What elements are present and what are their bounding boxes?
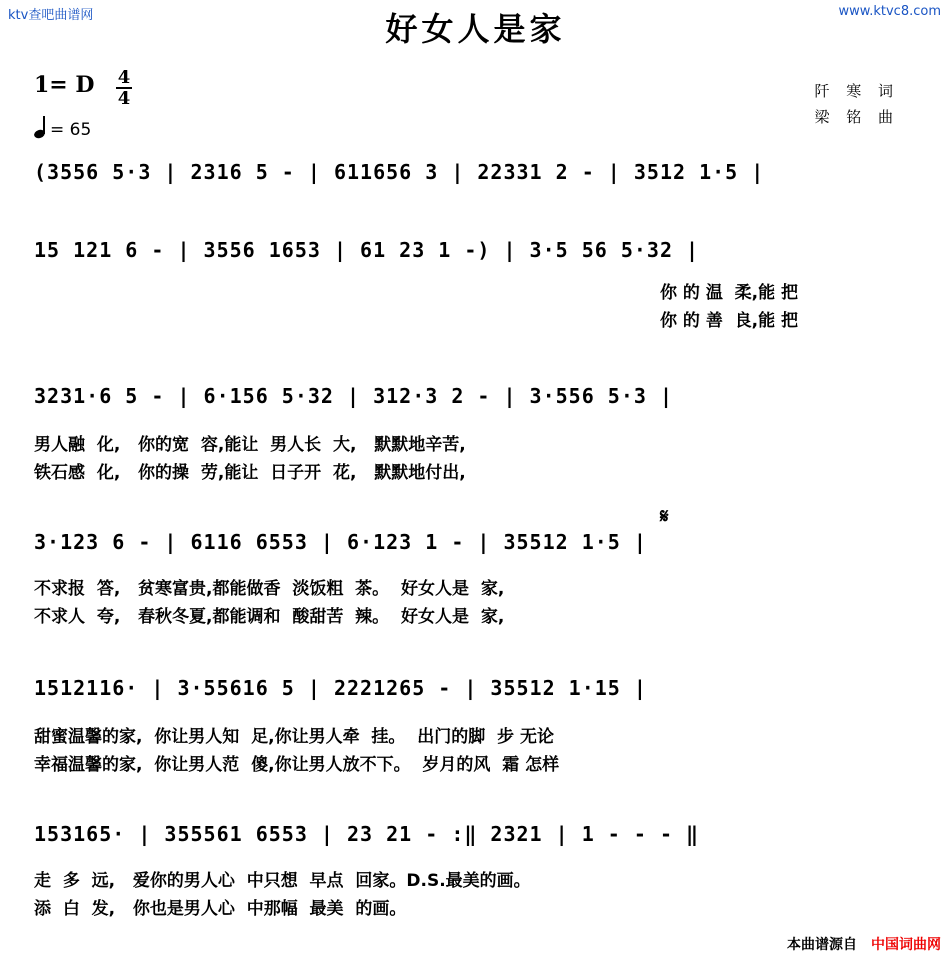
time-signature — [116, 68, 132, 108]
quarter-note-icon — [34, 116, 46, 138]
lyric-row-5-verse-1: 甜蜜温馨的家, 你让男人知 足,你让男人牵 挂。 出门的脚 步 无论 — [34, 727, 555, 747]
lyric-row-3-verse-2: 铁石感 化, 你的操 劳,能让 日子开 花, 默默地付出, — [34, 463, 466, 483]
lyric-row-4-verse-1: 不求报 答, 贫寒富贵,都能做香 淡饭粗 茶。 好女人是 家, — [34, 579, 505, 599]
notation-row-4: 3·123 6 - | 6116 6553 | 6·123 1 - | 35512 1·5 | — [34, 530, 647, 554]
lyric-row-6-verse-2: 添 白 发, 你也是男人心 中那幅 最美 的画。 — [34, 899, 407, 919]
notation-row-2: 15 121 6 - | 3556 1653 | 61 23 1 -) | 3·5 56 5·32 | — [34, 238, 700, 262]
notation-row-1: (3556 5·3 | 2316 5 - | 611656 3 | 22331 2 - | 3512 1·5 | — [34, 160, 765, 184]
time-signature-top: 4 — [117, 67, 131, 88]
source-credit — [787, 934, 941, 954]
song-title: 好女人是家 — [385, 10, 566, 48]
watermark-right: www.ktvc8.com — [838, 4, 941, 19]
lyricist-credit: 阡 寒 词 — [814, 82, 899, 100]
tempo-value: = 65 — [50, 120, 92, 140]
source-site-link[interactable]: 中国词曲网 — [871, 937, 941, 953]
notation-row-5: 1512116· | 3·55616 5 | 2221265 - | 35512 1·15 | — [34, 676, 647, 700]
lyric-row-6-verse-1: 走 多 远, 爱你的男人心 中只想 早点 回家。D.S.最美的画。 — [34, 871, 531, 891]
lyric-row-4-verse-2: 不求人 夸, 春秋冬夏,都能调和 酸甜苦 辣。 好女人是 家, — [34, 607, 505, 627]
lyric-row-3-verse-1: 男人融 化, 你的宽 容,能让 男人长 大, 默默地辛苦, — [34, 435, 466, 455]
source-label: 本曲谱源自 — [787, 937, 857, 953]
key-signature: 1= D — [34, 72, 95, 98]
lyric-row-2-verse-2: 你 的 善 良,能 把 — [660, 311, 799, 331]
segno-sign: 𝄋 — [660, 504, 669, 528]
notation-row-6: 153165· | 355561 6553 | 23 21 - :‖ 2321 | 1 - - - ‖ — [34, 822, 700, 846]
watermark-left: ktv查吧曲谱网 — [8, 8, 94, 23]
lyric-row-2-verse-1: 你 的 温 柔,能 把 — [660, 283, 799, 303]
tempo-marking — [34, 116, 91, 140]
time-signature-bottom: 4 — [117, 88, 131, 109]
notation-row-3: 3231·6 5 - | 6·156 5·32 | 312·3 2 - | 3·556 5·3 | — [34, 384, 674, 408]
lyric-row-5-verse-2: 幸福温馨的家, 你让男人范 傻,你让男人放不下。 岁月的风 霜 怎样 — [34, 755, 560, 775]
composer-credit: 梁 铭 曲 — [814, 108, 899, 126]
